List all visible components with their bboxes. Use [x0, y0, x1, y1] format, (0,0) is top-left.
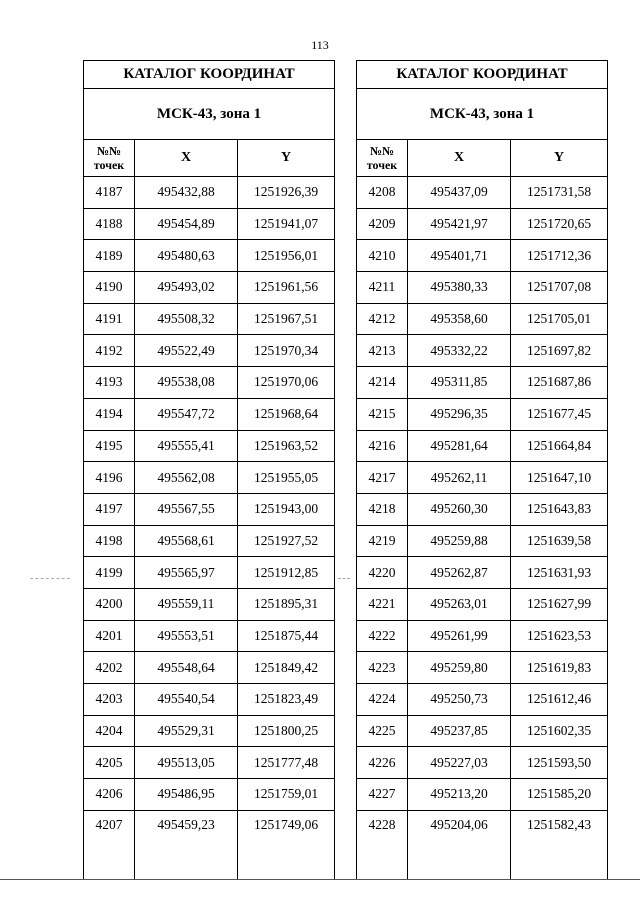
scan-mark: [30, 578, 70, 579]
table-row: [84, 335, 335, 367]
x-coordinate-cell: 495380,33: [408, 272, 511, 304]
table-row: [357, 398, 608, 430]
table-title: КАТАЛОГ КООРДИНАТ: [357, 61, 608, 89]
y-coordinate-cell: 1251731,58: [511, 177, 608, 209]
coordinate-catalog-table-right: [356, 60, 608, 880]
y-coordinate-cell: 1251823,49: [238, 684, 335, 716]
y-coordinate-cell: 1251627,99: [511, 588, 608, 620]
point-number-cell: 4212: [357, 303, 408, 335]
y-coordinate-cell: 1251720,65: [511, 208, 608, 240]
point-number-cell: 4220: [357, 557, 408, 589]
point-number-cell: 4208: [357, 177, 408, 209]
table-body: [84, 177, 335, 880]
y-coordinate-cell: 1251956,01: [238, 240, 335, 272]
table-row: [84, 620, 335, 652]
point-number-cell: 4219: [357, 525, 408, 557]
point-number-cell: 4201: [84, 620, 135, 652]
point-number-cell: 4200: [84, 588, 135, 620]
point-number-cell: 4216: [357, 430, 408, 462]
table-row: [357, 779, 608, 811]
table-row: [357, 303, 608, 335]
y-coordinate-cell: 1251759,01: [238, 779, 335, 811]
x-coordinate-cell: 495213,20: [408, 779, 511, 811]
x-coordinate-cell: 495562,08: [135, 462, 238, 494]
x-coordinate-cell: 495281,64: [408, 430, 511, 462]
y-coordinate-cell: 1251664,84: [511, 430, 608, 462]
x-coordinate-cell: 495250,73: [408, 684, 511, 716]
y-coordinate-cell: 1251687,86: [511, 367, 608, 399]
y-coordinate-cell: 1251712,36: [511, 240, 608, 272]
table-subtitle: МСК-43, зона 1: [84, 89, 335, 140]
point-number-cell: 4198: [84, 525, 135, 557]
table-title: КАТАЛОГ КООРДИНАТ: [84, 61, 335, 89]
point-number-cell: 4207: [84, 810, 135, 879]
y-coordinate-cell: 1251631,93: [511, 557, 608, 589]
column-header-y: Y: [238, 140, 335, 177]
x-coordinate-cell: 495559,11: [135, 588, 238, 620]
x-coordinate-cell: 495259,80: [408, 652, 511, 684]
column-header-y: Y: [511, 140, 608, 177]
table-row: [357, 367, 608, 399]
scan-mark: [338, 578, 350, 579]
y-coordinate-cell: 1251895,31: [238, 588, 335, 620]
point-number-cell: 4196: [84, 462, 135, 494]
table-row: [84, 557, 335, 589]
x-coordinate-cell: 495480,63: [135, 240, 238, 272]
point-number-cell: 4187: [84, 177, 135, 209]
y-coordinate-cell: 1251593,50: [511, 747, 608, 779]
x-coordinate-cell: 495567,55: [135, 493, 238, 525]
table-row: [357, 810, 608, 879]
x-coordinate-cell: 495493,02: [135, 272, 238, 304]
table-row: [84, 208, 335, 240]
table-row: [84, 525, 335, 557]
table-row: [357, 208, 608, 240]
point-number-cell: 4204: [84, 715, 135, 747]
table-row: [84, 462, 335, 494]
y-coordinate-cell: 1251585,20: [511, 779, 608, 811]
table-row: [84, 398, 335, 430]
x-coordinate-cell: 495459,23: [135, 810, 238, 879]
x-coordinate-cell: 495261,99: [408, 620, 511, 652]
column-header-point-number: №№ точек: [84, 140, 135, 177]
x-coordinate-cell: 495296,35: [408, 398, 511, 430]
y-coordinate-cell: 1251602,35: [511, 715, 608, 747]
y-coordinate-cell: 1251582,43: [511, 810, 608, 879]
x-coordinate-cell: 495529,31: [135, 715, 238, 747]
point-number-cell: 4188: [84, 208, 135, 240]
y-coordinate-cell: 1251705,01: [511, 303, 608, 335]
table-row: [84, 177, 335, 209]
table-row: [357, 684, 608, 716]
table-row: [357, 652, 608, 684]
table-row: [84, 652, 335, 684]
coordinate-catalog-table-left: [83, 60, 335, 880]
y-coordinate-cell: 1251639,58: [511, 525, 608, 557]
table-row: [357, 335, 608, 367]
x-coordinate-cell: 495358,60: [408, 303, 511, 335]
point-number-cell: 4213: [357, 335, 408, 367]
x-coordinate-cell: 495262,87: [408, 557, 511, 589]
x-coordinate-cell: 495508,32: [135, 303, 238, 335]
table-row: [357, 747, 608, 779]
table-row: [84, 810, 335, 879]
point-number-cell: 4226: [357, 747, 408, 779]
x-coordinate-cell: 495332,22: [408, 335, 511, 367]
table-subtitle: МСК-43, зона 1: [357, 89, 608, 140]
x-coordinate-cell: 495486,95: [135, 779, 238, 811]
table-row: [84, 715, 335, 747]
x-coordinate-cell: 495437,09: [408, 177, 511, 209]
x-coordinate-cell: 495259,88: [408, 525, 511, 557]
x-coordinate-cell: 495311,85: [408, 367, 511, 399]
x-coordinate-cell: 495522,49: [135, 335, 238, 367]
point-number-cell: 4194: [84, 398, 135, 430]
x-coordinate-cell: 495540,54: [135, 684, 238, 716]
table-row: [84, 779, 335, 811]
point-number-cell: 4210: [357, 240, 408, 272]
y-coordinate-cell: 1251967,51: [238, 303, 335, 335]
x-coordinate-cell: 495454,89: [135, 208, 238, 240]
point-number-cell: 4193: [84, 367, 135, 399]
point-number-cell: 4211: [357, 272, 408, 304]
page-bottom-rule: [0, 879, 640, 880]
point-number-cell: 4195: [84, 430, 135, 462]
point-number-cell: 4209: [357, 208, 408, 240]
y-coordinate-cell: 1251643,83: [511, 493, 608, 525]
x-coordinate-cell: 495568,61: [135, 525, 238, 557]
x-coordinate-cell: 495548,64: [135, 652, 238, 684]
y-coordinate-cell: 1251968,64: [238, 398, 335, 430]
x-coordinate-cell: 495553,51: [135, 620, 238, 652]
y-coordinate-cell: 1251677,45: [511, 398, 608, 430]
y-coordinate-cell: 1251941,07: [238, 208, 335, 240]
point-number-cell: 4197: [84, 493, 135, 525]
y-coordinate-cell: 1251875,44: [238, 620, 335, 652]
column-header-point-number: №№ точек: [357, 140, 408, 177]
y-coordinate-cell: 1251970,06: [238, 367, 335, 399]
point-number-cell: 4228: [357, 810, 408, 879]
table-row: [357, 620, 608, 652]
point-number-cell: 4223: [357, 652, 408, 684]
x-coordinate-cell: 495565,97: [135, 557, 238, 589]
table-row: [84, 493, 335, 525]
table-row: [357, 715, 608, 747]
table-row: [84, 272, 335, 304]
y-coordinate-cell: 1251963,52: [238, 430, 335, 462]
point-number-cell: 4199: [84, 557, 135, 589]
point-number-cell: 4217: [357, 462, 408, 494]
y-coordinate-cell: 1251912,85: [238, 557, 335, 589]
table-row: [357, 240, 608, 272]
x-coordinate-cell: 495263,01: [408, 588, 511, 620]
point-number-cell: 4191: [84, 303, 135, 335]
table-row: [84, 588, 335, 620]
table-row: [357, 557, 608, 589]
x-coordinate-cell: 495547,72: [135, 398, 238, 430]
point-number-cell: 4227: [357, 779, 408, 811]
point-number-cell: 4215: [357, 398, 408, 430]
point-number-cell: 4206: [84, 779, 135, 811]
column-header-x: X: [408, 140, 511, 177]
table-row: [357, 493, 608, 525]
x-coordinate-cell: 495432,88: [135, 177, 238, 209]
y-coordinate-cell: 1251707,08: [511, 272, 608, 304]
x-coordinate-cell: 495421,97: [408, 208, 511, 240]
table-row: [357, 588, 608, 620]
x-coordinate-cell: 495204,06: [408, 810, 511, 879]
column-header-x: X: [135, 140, 238, 177]
point-number-cell: 4205: [84, 747, 135, 779]
table-row: [84, 430, 335, 462]
point-number-cell: 4202: [84, 652, 135, 684]
y-coordinate-cell: 1251623,53: [511, 620, 608, 652]
y-coordinate-cell: 1251697,82: [511, 335, 608, 367]
point-number-cell: 4218: [357, 493, 408, 525]
x-coordinate-cell: 495401,71: [408, 240, 511, 272]
y-coordinate-cell: 1251777,48: [238, 747, 335, 779]
y-coordinate-cell: 1251927,52: [238, 525, 335, 557]
table-row: [84, 747, 335, 779]
x-coordinate-cell: 495538,08: [135, 367, 238, 399]
table-row: [84, 240, 335, 272]
table-body: [357, 177, 608, 880]
table-row: [357, 462, 608, 494]
table-row: [357, 272, 608, 304]
table-row: [84, 684, 335, 716]
y-coordinate-cell: 1251970,34: [238, 335, 335, 367]
point-number-cell: 4190: [84, 272, 135, 304]
table-row: [84, 303, 335, 335]
table-row: [357, 430, 608, 462]
x-coordinate-cell: 495262,11: [408, 462, 511, 494]
y-coordinate-cell: 1251749,06: [238, 810, 335, 879]
page-number: 113: [311, 38, 329, 52]
point-number-cell: 4224: [357, 684, 408, 716]
y-coordinate-cell: 1251955,05: [238, 462, 335, 494]
point-number-cell: 4222: [357, 620, 408, 652]
table-row: [84, 367, 335, 399]
point-number-cell: 4225: [357, 715, 408, 747]
y-coordinate-cell: 1251647,10: [511, 462, 608, 494]
y-coordinate-cell: 1251619,83: [511, 652, 608, 684]
point-number-cell: 4221: [357, 588, 408, 620]
x-coordinate-cell: 495227,03: [408, 747, 511, 779]
point-number-cell: 4203: [84, 684, 135, 716]
x-coordinate-cell: 495555,41: [135, 430, 238, 462]
y-coordinate-cell: 1251926,39: [238, 177, 335, 209]
y-coordinate-cell: 1251961,56: [238, 272, 335, 304]
x-coordinate-cell: 495260,30: [408, 493, 511, 525]
y-coordinate-cell: 1251943,00: [238, 493, 335, 525]
y-coordinate-cell: 1251849,42: [238, 652, 335, 684]
point-number-cell: 4214: [357, 367, 408, 399]
point-number-cell: 4192: [84, 335, 135, 367]
y-coordinate-cell: 1251800,25: [238, 715, 335, 747]
table-row: [357, 177, 608, 209]
y-coordinate-cell: 1251612,46: [511, 684, 608, 716]
x-coordinate-cell: 495237,85: [408, 715, 511, 747]
table-row: [357, 525, 608, 557]
x-coordinate-cell: 495513,05: [135, 747, 238, 779]
point-number-cell: 4189: [84, 240, 135, 272]
